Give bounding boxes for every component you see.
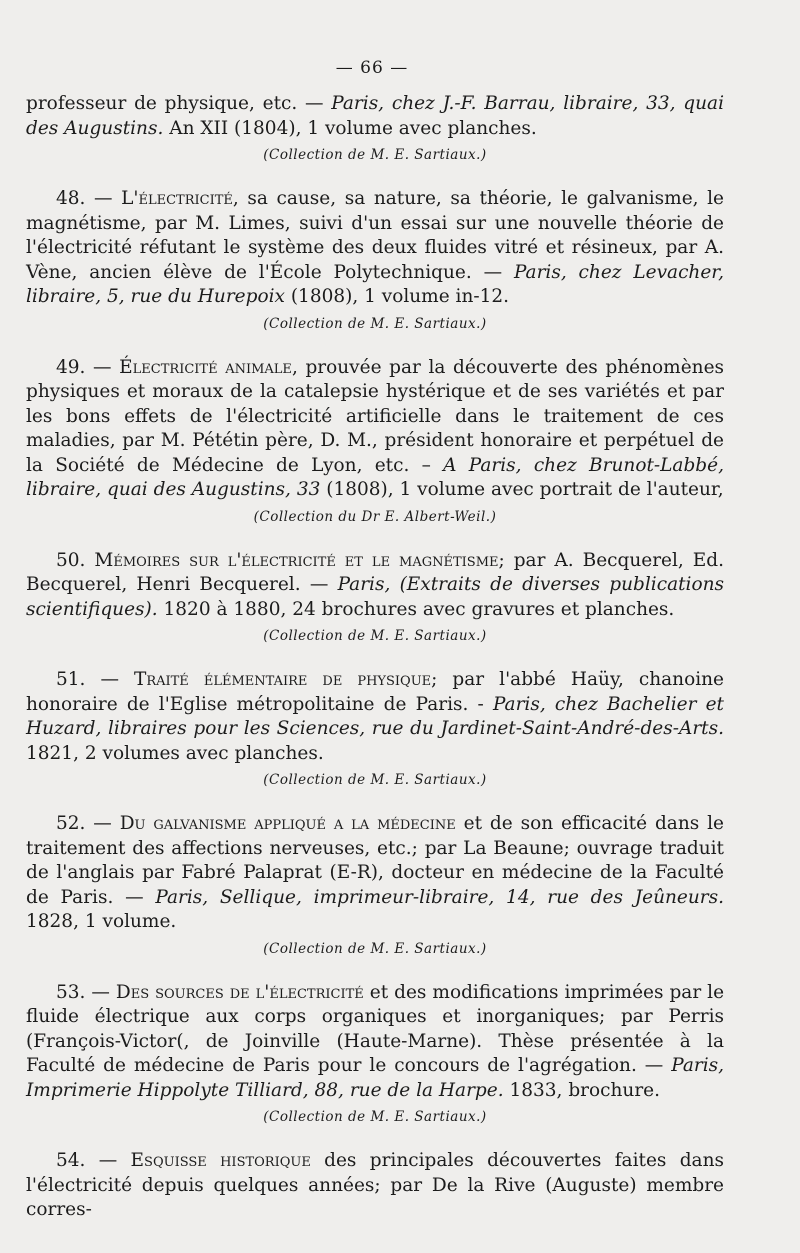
entry-text: et de son efficacité dans le traitement des affections nerveuses, etc.; par La Beaune; ouvrage traduit de l'anglais par Fabré Palaprat (E-R), docteur en médecine de la Faculté de Paris. — (26, 813, 724, 908)
entry-title: Traité élémentaire de physique (133, 669, 432, 690)
entry-53 (26, 981, 724, 1104)
entry-number: 53. — (56, 981, 116, 1003)
entry-continuation (26, 92, 724, 141)
document-body (26, 92, 724, 1223)
entry-publisher: Paris, chez J.-F. Barrau, libraire, 33, quai des Augustins. (26, 93, 724, 139)
entry-number: 54. — (56, 1150, 131, 1171)
entry-48 (26, 187, 724, 310)
entry-title: Du galvanisme appliqué a la médecine (119, 813, 456, 834)
entry-publisher: Paris, chez Bachelier et Huzard, libraires pour les Sciences, rue du Jardinet-Saint-André-des-Arts. (26, 693, 724, 739)
entry-54 (26, 1149, 724, 1223)
entry-49 (26, 356, 724, 503)
entry-52 (26, 812, 724, 935)
entry-number: 49. — (56, 356, 120, 378)
entry-text: , sa cause, sa nature, sa théorie, le galvanisme, le magnétisme, par M. Limes, suivi d'un essai sur une nouvelle théorie de l'électricité réfutant le système des deux fluides vitré et résineux, par A. Vène, ancien élève de l'École Polytechnique. — (26, 188, 724, 283)
collection-note: (Collection de M. E. Sartiaux.) (263, 147, 487, 163)
page-number: — 66 — (335, 58, 409, 78)
entry-text: professeur de physique, etc. — (26, 93, 332, 114)
entry-publisher: Paris, Sellique, imprimeur-libraire, 14, rue des Jeûneurs. (155, 886, 724, 908)
entry-number: 52. — (56, 813, 120, 834)
entry-details: 1833, brochure. (503, 1079, 661, 1101)
collection-note: (Collection de M. E. Sartiaux.) (263, 315, 487, 332)
entry-number: 50. (56, 549, 95, 571)
entry-details: 1821, 2 volumes avec planches. (26, 742, 324, 764)
entry-details: (1808), 1 volume in-12. (284, 286, 510, 307)
entry-details: 1820 à 1880, 24 brochures avec gravures et planches. (157, 598, 675, 620)
collection-note: (Collection de M. E. Sartiaux.) (263, 1109, 487, 1125)
entry-publisher: Paris, chez Levacher, libraire, 5, rue du Hurepoix (26, 261, 724, 307)
entry-51 (26, 668, 724, 766)
entry-title: Mémoires sur l'électricité et le magnétisme (94, 549, 499, 571)
entry-title: Des sources de l'électricité (115, 981, 364, 1003)
entry-publisher: A Paris, chez Brunot-Labbé, libraire, quai des Augustins, 33 (26, 454, 724, 500)
entry-text: des principales découvertes faites dans l'électricité depuis quelques années; par De la Rive (Auguste) membre corres- (26, 1150, 724, 1220)
entry-number: 48. — (56, 188, 122, 209)
collection-note: (Collection de M. E. Sartiaux.) (263, 628, 487, 644)
entry-title: Esquisse historique (130, 1150, 311, 1171)
entry-details: An XII (1804), 1 volume avec planches. (163, 117, 537, 139)
entry-text: ; par A. Becquerel, Ed. Becquerel, Henri Becquerel. — (26, 549, 725, 595)
entry-text: , prouvée par la découverte des phénomènes physiques et moraux de la catalepsie hystérique et de ses variétés et par les bons effets de l'électricité artificielle dans le traitement de ces maladies, par M. Pététin père, D. M., président honoraire et perpétuel de la Société de Médecine de Lyon, etc. – (26, 356, 725, 476)
entry-details: (1808), 1 volume avec portrait de l'auteur, (320, 479, 724, 500)
entry-number: 51. — (56, 669, 134, 690)
entry-details: 1828, 1 volume. (26, 911, 177, 932)
entry-title: Électricité animale (119, 356, 292, 378)
entry-publisher: Paris, (Extraits de diverses publications scientifiques). (26, 574, 724, 620)
entry-publisher: Paris, Imprimerie Hippolyte Tilliard, 88, rue de la Harpe. (26, 1055, 724, 1101)
entry-50 (26, 549, 724, 623)
collection-note: (Collection de M. E. Sartiaux.) (263, 940, 487, 957)
collection-note: (Collection de M. E. Sartiaux.) (263, 772, 487, 788)
entry-text: ; par l'abbé Haüy, chanoine honoraire de l'Eglise métropolitaine de Paris. - (26, 669, 724, 715)
entry-title: L'électricité (121, 188, 233, 209)
entry-text: et des modifications imprimées par le fluide électrique aux corps organiques et inorganiques; par Perris (François-Victor(, de Joinville (Haute-Marne). Thèse présentée à la Faculté de médecine de Paris pour le concours de l'agrégation. — (26, 981, 725, 1076)
collection-note: (Collection du Dr E. Albert-Weil.) (253, 508, 497, 525)
